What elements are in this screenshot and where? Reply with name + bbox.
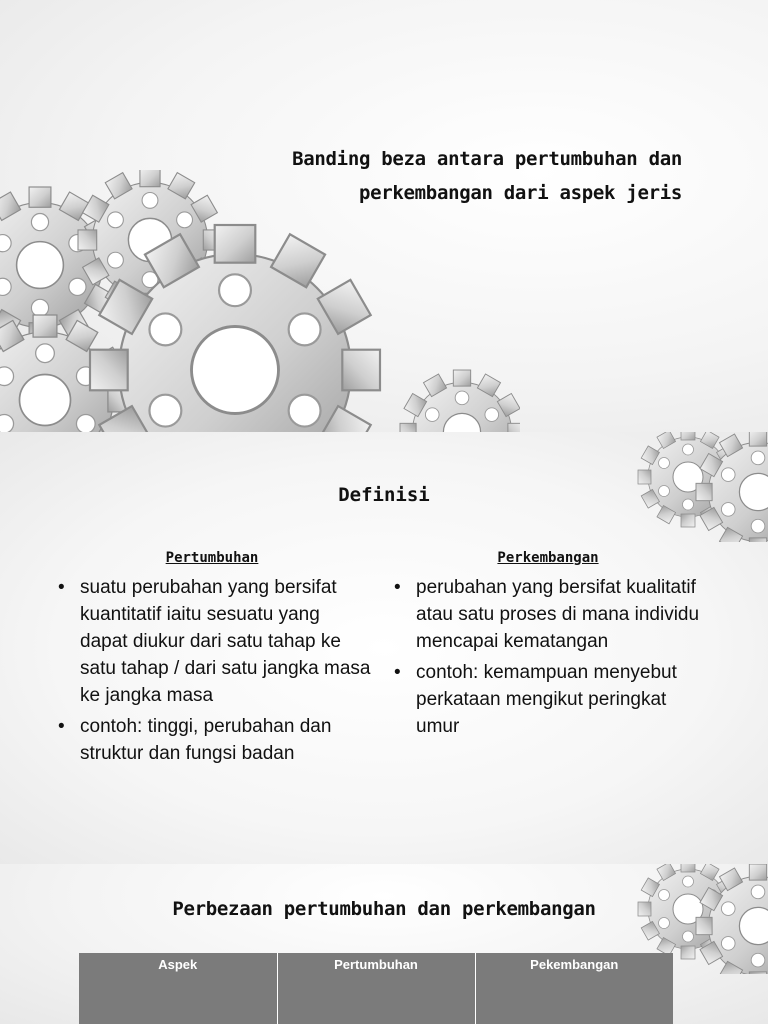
pertumbuhan-bullet-list	[52, 574, 372, 767]
comparison-heading: Perbezaan pertumbuhan dan perkembangan	[172, 898, 596, 920]
list-item: • suatu perubahan yang bersifat kuantitatif iaitu sesuatu yang dapat diukur dari satu tahap ke satu tahap / dari satu jangka masa ke jangka masa	[80, 574, 372, 709]
perkembangan-title: Perkembangan	[497, 550, 599, 566]
list-item: • perubahan yang bersifat kualitatif atau satu proses di mana individu mencapai kematangan	[416, 574, 708, 655]
title-line-1: Banding beza antara pertumbuhan dan	[292, 148, 682, 170]
title-slide	[0, 0, 768, 432]
definition-slide	[0, 432, 768, 864]
header-pekembangan: Pekembangan	[475, 953, 673, 1024]
table-header-row	[79, 953, 673, 1024]
slide-title	[162, 142, 682, 210]
list-item: • contoh: tinggi, perubahan dan struktur dan fungsi badan	[80, 713, 372, 767]
definition-heading: Definisi	[338, 484, 430, 506]
title-line-2: perkembangan dari aspek jeris	[358, 182, 682, 204]
comparison-table	[79, 953, 673, 1024]
header-aspek: Aspek	[79, 953, 277, 1024]
perkembangan-column	[388, 550, 708, 744]
perkembangan-bullet-list	[388, 574, 708, 740]
pertumbuhan-title: Pertumbuhan	[165, 550, 259, 566]
comparison-slide	[0, 864, 768, 1024]
list-item: • contoh: kemampuan menyebut perkataan mengikut peringkat umur	[416, 659, 708, 740]
pertumbuhan-column	[52, 550, 372, 771]
header-pertumbuhan: Pertumbuhan	[277, 953, 475, 1024]
